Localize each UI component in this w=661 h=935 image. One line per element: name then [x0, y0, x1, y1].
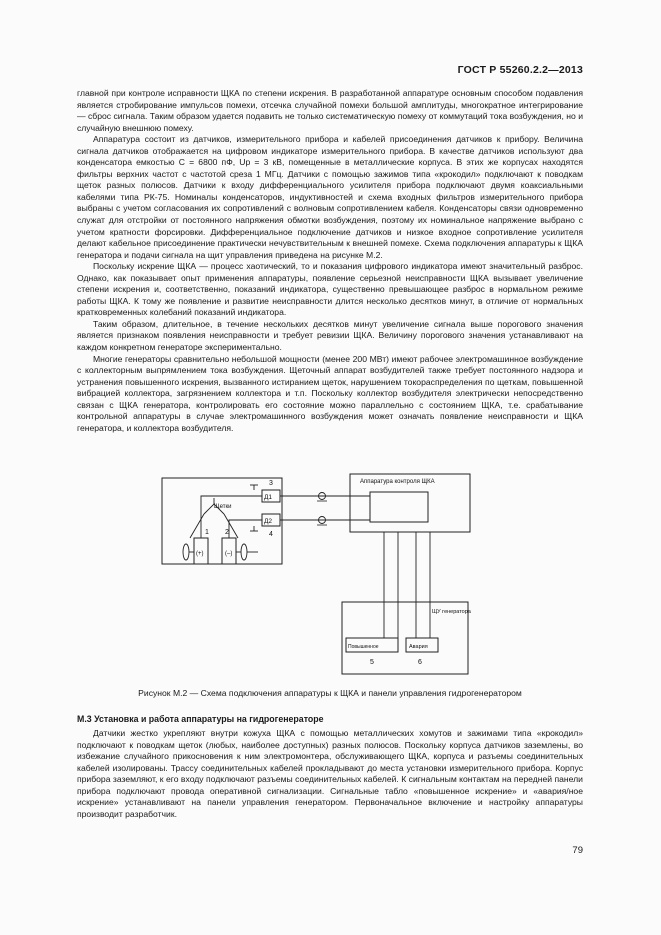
paragraph: Таким образом, длительное, в течение нескольких десятков минут увеличение сигнала выше порогового значения является признаком появления неисправности и требует ревизии ЩКА. Величину порогового значения устанавливают на каждом конкретном генераторе экспериментально.	[77, 318, 583, 353]
body-text-bottom	[77, 728, 583, 820]
label-6: 6	[418, 659, 422, 666]
standard-number: ГОСТ Р 55260.2.2—2013	[457, 64, 583, 76]
paragraph: Многие генераторы сравнительно небольшой мощности (менее 200 МВт) имеют рабочее электромашинное возбуждение с коллекторным выпрямлением тока возбуждения. Щеточный аппарат возбудителей также требует постоянного надзора и устранения повышенного искрения, вызванного истиранием щеток, нарушением токораспределения по щеткам, повышенной вибрацией коллектора, загрязнением коллектора и т.п. Поскольку коллектор возбудителя электрически непосредственно связан с ЩКА генератора, контролировать его состояние можно параллельно с состоянием ЩКА, т.е. срабатывание контрольной аппаратуры в случае электромашинного возбуждения может означать появление неисправности и ЩКА генератора, и коллектора возбудителя.	[77, 353, 583, 433]
page-number: 79	[572, 845, 583, 856]
label-1: 1	[205, 529, 209, 536]
paragraph: Поскольку искрение ЩКА — процесс хаотический, то и показания цифрового индикатора имеют значительный разброс. Однако, как показывает опыт применения аппаратуры, появление серьезной неисправности ЩКА вызывает увеличение степени искрения и, соответственно, показаний индикатора, существенно превышающее разброс в нормальном режиме работы ЩКА. К тому же появление и развитие неисправности длится несколько десятков минут, в отличие от нормальных кратковременных колебаний показаний индикатора.	[77, 261, 583, 318]
paragraph: Аппаратура состоит из датчиков, измерительного прибора и кабелей присоединения датчиков к прибору. Величина сигнала датчиков отображается на цифровом индикаторе измерительного прибора. В качестве датчиков используют два конденсатора емкостью С = 6800 пФ, Uр = 3 кВ, помещенные в металлические корпуса. В этих же корпусах находятся фильтры верхних частот с частотой среза 1 МГц. Датчики с помощью зажимов типа «крокодил» подключают к поводкам щеток разных полюсов. Датчики к входу дифференциального усилителя прибора подключают двумя коаксиальными кабелями типа РК-75. Номиналы конденсаторов, индуктивностей и схема входных фильтров измерительного прибора выбраны с учетом согласования их сопротивлений с волновым сопротивлением кабеля. Конденсаторы связи одновременно служат для отстройки от постоянного напряжения обмотки возбуждения, поэтому их номинальное напряжение выбрано с учетом кратности форсировки. Дифференциальное подключение датчиков и низкое входное сопротивление усилителя делают кабельное присоединение практически нечувствительным к внешней помехе. Схема подключения аппаратуры к ЩКА генератора и подачи сигнала на щит управления приведена на рисунке М.2.	[77, 134, 583, 260]
device-label: Аппаратура контроля ЩКА	[360, 479, 435, 485]
brushes-label: Щетки	[214, 504, 232, 510]
plus-pole: (+)	[196, 551, 204, 557]
paragraph: Датчики жестко укрепляют внутри кожуха ЩКА с помощью металлических хомутов и зажимами типа «крокодил» подключают к поводкам щеток (любых, наиболее доступных) разных полюсов. Поскольку корпуса датчиков заземлены, во избежание случайного прикосновения к ним электромонтера, обслуживающего ЩКА, корпуса и разъемы соединительных кабелей изолированы. Трассу соединительных кабелей прокладывают до места установки измерительного прибора. Корпус прибора заземляют, к его входу подключают разъемы соединительных кабелей. К сигнальным контактам на передней панели прибора подключают провода оперативной сигнализации. Сигнальные табло «повышенное искрение» и «авария/ное искрение» устанавливают на панели управления генератором. Первоначальное включение и настройку аппаратуры производит разработчик.	[77, 728, 583, 819]
paragraph: главной при контроле исправности ЩКА по степени искрения. В разработанной аппаратуре основным способом подавления является стробирование импульсов помехи, отсечка случайной помехи большой амплитуды, многократное интегрирование — сброс сигнала. Таким образом удается подавить не только систематическую помеху от коммутаций тока возбуждения, но и случайную внешнюю помеху.	[77, 88, 583, 133]
wiring-diagram	[150, 468, 490, 683]
section-heading: М.3 Установка и работа аппаратуры на гидрогенераторе	[77, 714, 324, 724]
panel-label: ЩУ генератора	[432, 609, 471, 615]
sensor-d2: Д2	[264, 518, 273, 525]
signal-box-2: Авария	[409, 644, 428, 650]
sensor-d1: Д1	[264, 494, 273, 501]
label-2: 2	[225, 529, 229, 536]
label-5: 5	[370, 659, 374, 666]
signal-box-1: Повышенное	[348, 644, 379, 650]
label-4: 4	[269, 531, 273, 538]
minus-pole: (–)	[225, 551, 233, 557]
label-3: 3	[269, 480, 273, 487]
body-text-top	[77, 88, 583, 434]
figure-caption: Рисунок М.2 — Схема подключения аппаратуры к ЩКА и панели управления гидрогенератором	[138, 688, 522, 698]
